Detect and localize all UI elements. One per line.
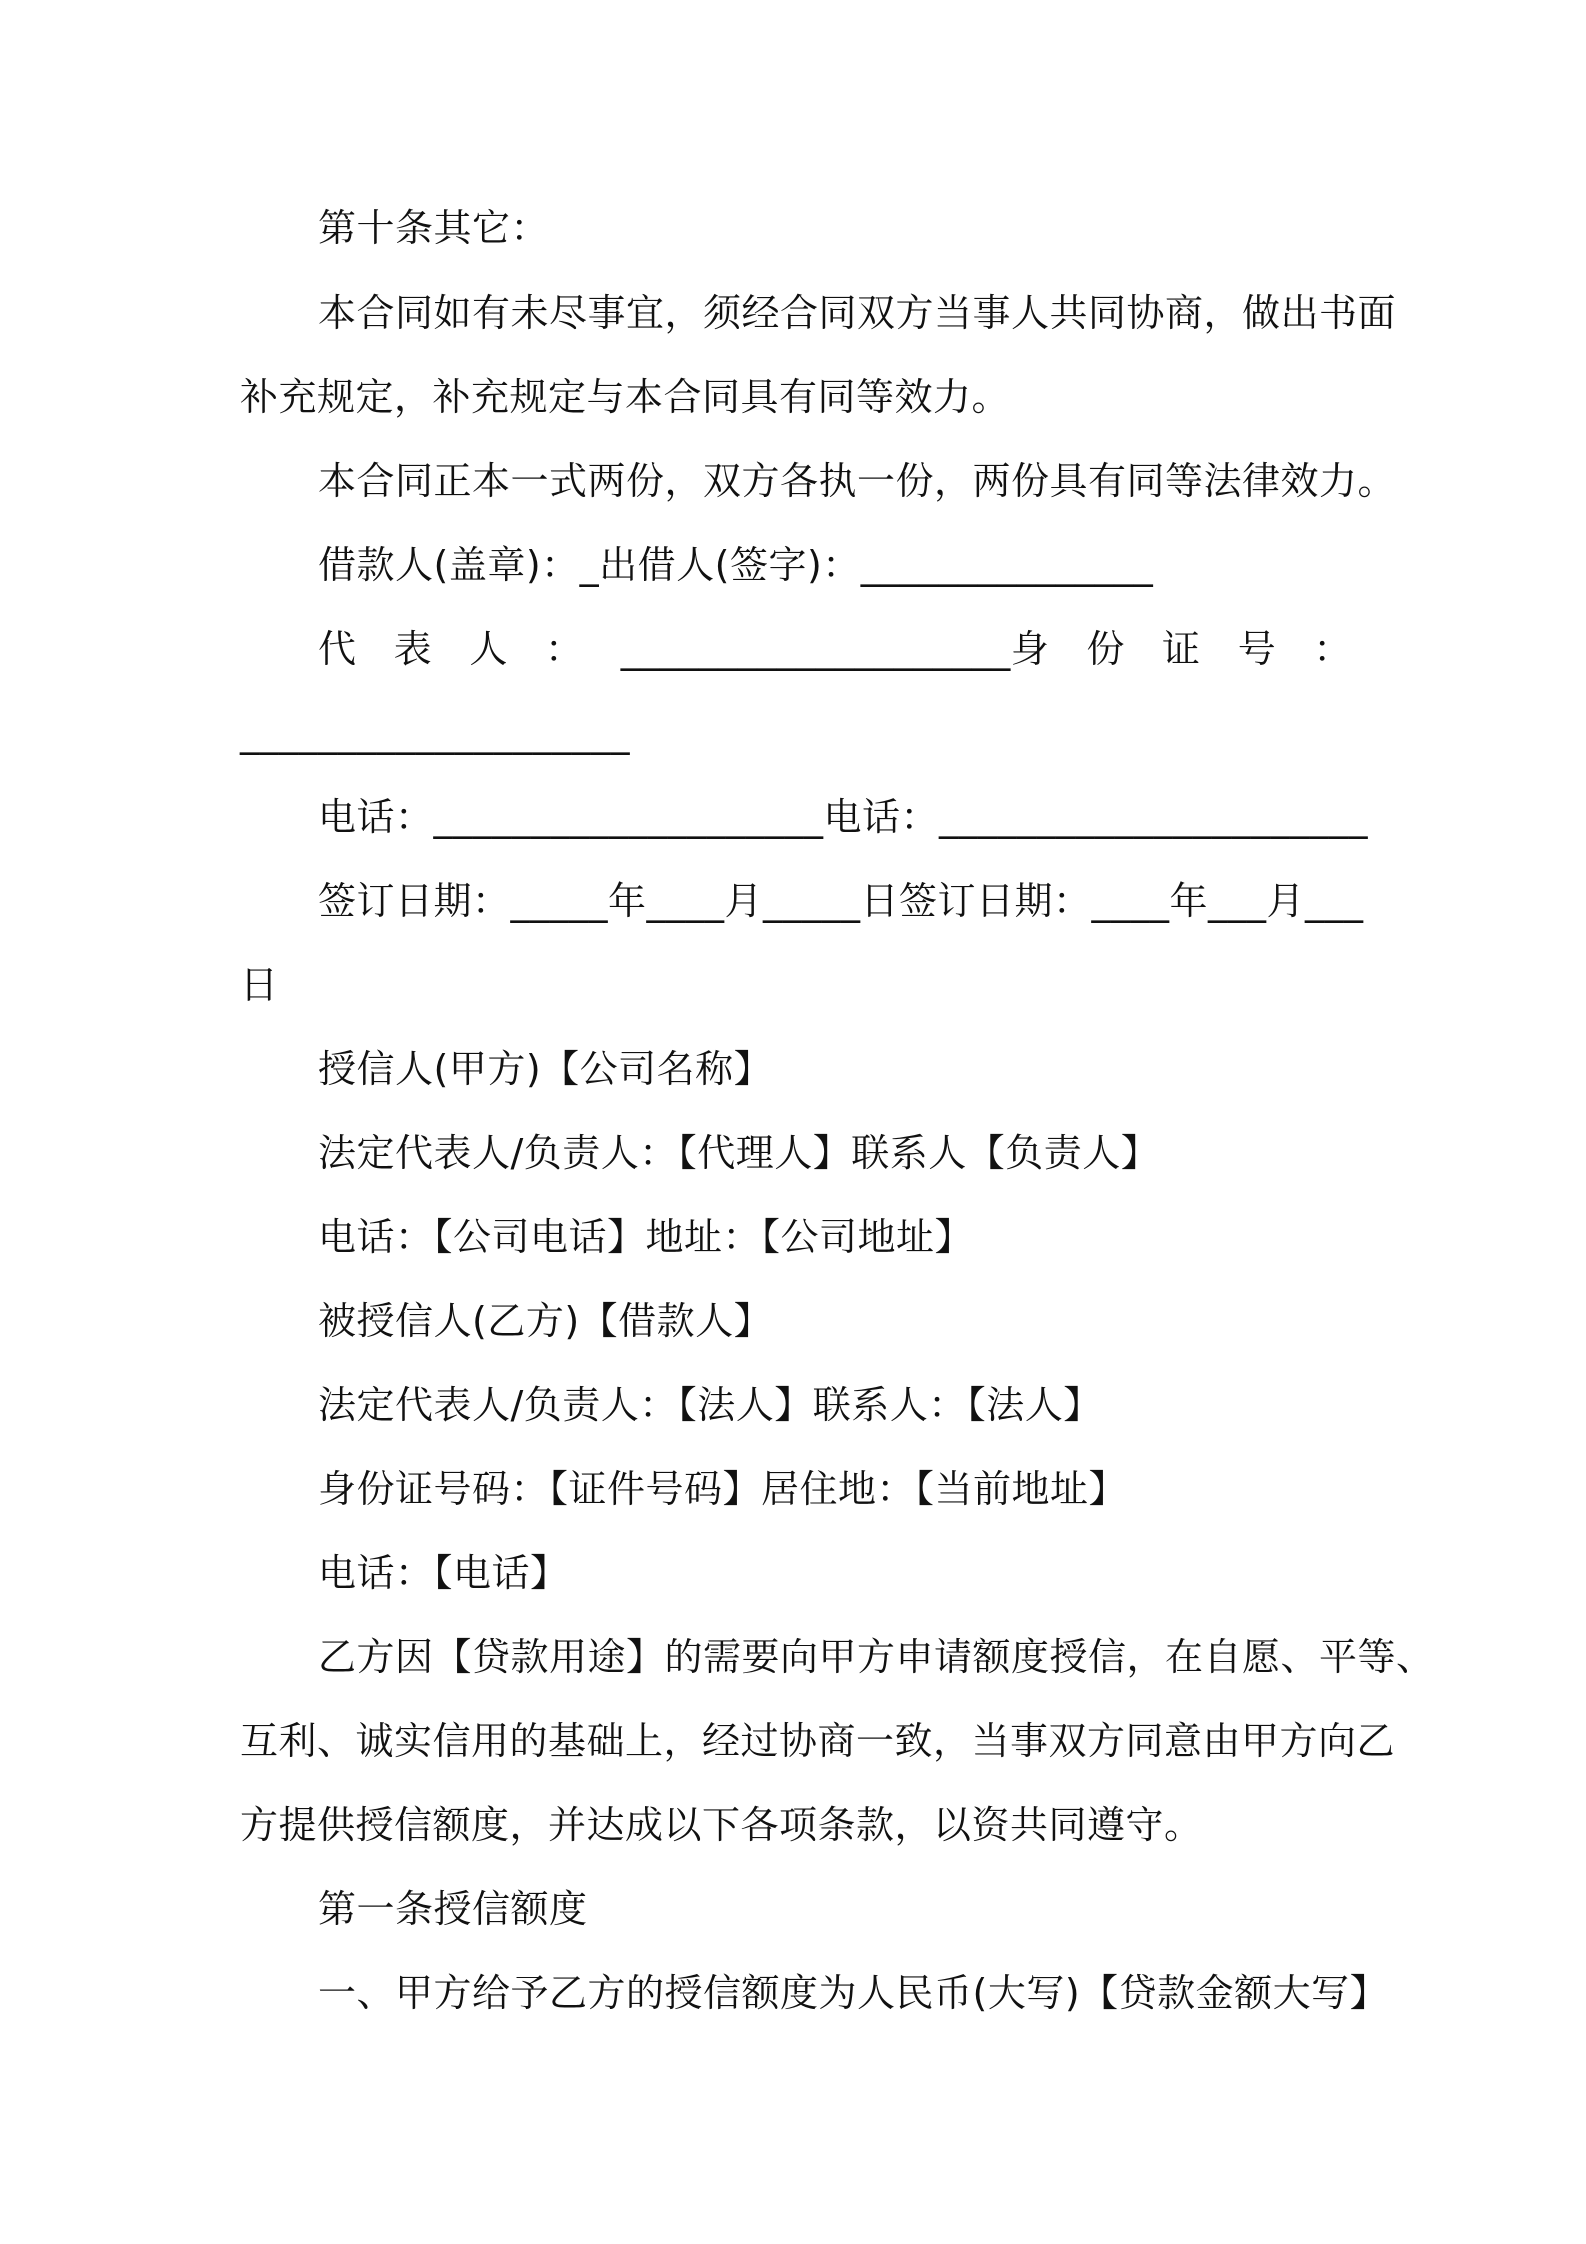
article-ten-heading: 第十条其它：	[318, 206, 550, 250]
paragraph-line: 本合同正本一式两份，双方各执一份，两份具有同等法律效力。	[318, 459, 1397, 503]
blank-line: ____________________	[240, 711, 630, 755]
grantor-representative-line: 法定代表人/负责人：【代理人】联系人【负责人】	[318, 1131, 1160, 1175]
paragraph-line: 方提供授信额度，并达成以下各项条款，以资共同遵守。	[240, 1803, 1203, 1847]
signature-borrower-lender-line: 借款人(盖章)：_出借人(签字)：_______________	[318, 543, 1154, 587]
paragraph-line: 一、甲方给予乙方的授信额度为人民币(大写)【贷款金额大写】	[318, 1971, 1389, 2015]
paragraph-line: 互利、诚实信用的基础上，经过协商一致，当事双方同意由甲方向乙	[240, 1719, 1396, 1763]
grantor-contact-line: 电话：【公司电话】地址：【公司地址】	[318, 1215, 974, 1259]
sign-date-line-end: 日	[240, 963, 279, 1007]
sign-date-line: 签订日期：_____年____月_____日签订日期：____年___月___	[318, 879, 1364, 923]
id-char: ：	[1313, 627, 1352, 671]
grantor-line: 授信人(甲方)【公司名称】	[318, 1047, 773, 1091]
grantee-id-line: 身份证号码：【证件号码】居住地：【当前地址】	[318, 1467, 1128, 1511]
grantee-representative-line: 法定代表人/负责人：【法人】联系人：【法人】	[318, 1383, 1102, 1427]
phone-line: 电话：____________________电话：______________________	[318, 795, 1369, 839]
grantee-phone-line: 电话：【电话】	[318, 1551, 569, 1595]
grantee-line: 被授信人(乙方)【借款人】	[318, 1299, 773, 1343]
representative-char: ：	[545, 627, 584, 671]
paragraph-line: 补充规定，补充规定与本合同具有同等效力。	[240, 375, 1011, 419]
representative-char: 代	[318, 627, 357, 671]
paragraph-line: 本合同如有未尽事宜，须经合同双方当事人共同协商，做出书面	[318, 291, 1397, 335]
id-char: 份	[1086, 627, 1125, 671]
representative-id-line	[318, 624, 1352, 674]
representative-char: 人	[469, 627, 508, 671]
id-char: 证	[1162, 627, 1201, 671]
article-one-heading: 第一条授信额度	[318, 1887, 588, 1931]
id-char: 号	[1237, 627, 1277, 671]
representative-char: 表	[393, 627, 433, 671]
representative-blank: ____________________身	[620, 627, 1050, 671]
paragraph-line: 乙方因【贷款用途】的需要向甲方申请额度授信，在自愿、平等、	[318, 1635, 1435, 1679]
